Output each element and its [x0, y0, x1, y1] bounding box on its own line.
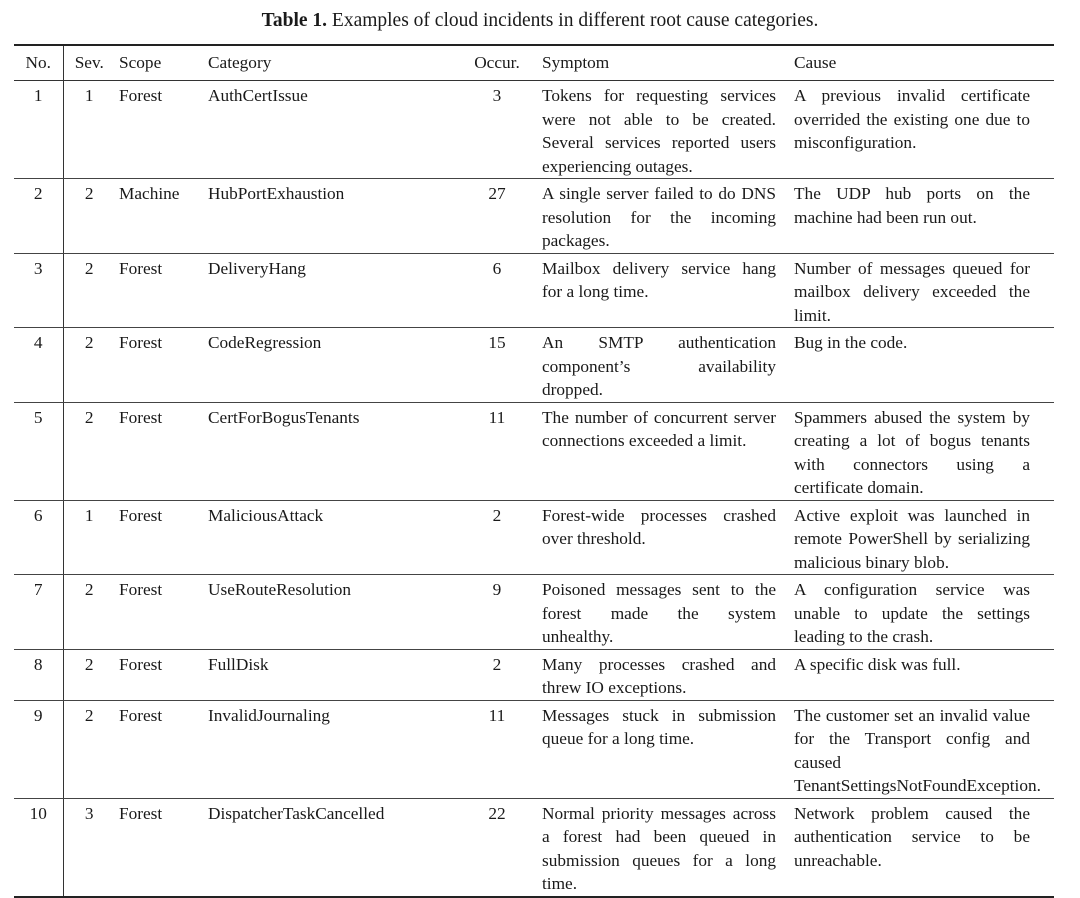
cell-category: DeliveryHang: [204, 253, 456, 328]
cell-symptom: Normal priority messages across a forest had been queued in submission queues for a long time.: [542, 803, 776, 893]
cell-occur: 9: [456, 575, 538, 650]
cell-sev: 2: [63, 700, 115, 798]
cell-cause: The UDP hub ports on the machine had been run out.: [790, 179, 1054, 254]
table-row: [14, 649, 1054, 700]
cell-symptom: An SMTP authentication component’s availability dropped.: [538, 328, 790, 403]
incidents-table: [14, 44, 1054, 898]
cell-cause: Active exploit was launched in remote PowerShell by serializing malicious binary blob.: [790, 500, 1054, 575]
cell-cause: Bug in the code.: [790, 328, 1054, 403]
cell-no: 6: [14, 500, 63, 575]
table-row: [14, 798, 1054, 897]
cell-no: 8: [14, 649, 63, 700]
header-scope: Scope: [115, 45, 204, 81]
cell-symptom: Many processes crashed and threw IO exceptions.: [538, 649, 790, 700]
cell-scope: Forest: [115, 500, 204, 575]
table-row: [14, 253, 1054, 328]
header-category: Category: [204, 45, 456, 81]
cell-scope: Forest: [115, 328, 204, 403]
cell-no: 4: [14, 328, 63, 403]
cell-cause: A configuration service was unable to update the settings leading to the crash.: [790, 575, 1054, 650]
table-caption-label: Table 1.: [261, 10, 328, 31]
cell-scope: Forest: [115, 649, 204, 700]
header-no: No.: [14, 45, 63, 81]
cell-sev: 2: [63, 328, 115, 403]
cell-no: 3: [14, 253, 63, 328]
cell-category: CodeRegression: [204, 328, 456, 403]
cell-category: HubPortExhaustion: [204, 179, 456, 254]
cell-occur: 22: [488, 803, 506, 823]
cell-sev: 2: [63, 575, 115, 650]
cell-scope: Forest: [115, 575, 204, 650]
table-row: [14, 575, 1054, 650]
cell-scope: Forest: [115, 81, 204, 179]
cell-symptom: Forest-wide processes crashed over threshold.: [538, 500, 790, 575]
cell-category: UseRouteResolution: [204, 575, 456, 650]
cell-category: MaliciousAttack: [204, 500, 456, 575]
cell-cause: Spammers abused the system by creating a lot of bogus tenants with connectors using a certificate domain.: [790, 402, 1054, 500]
header-cause: Cause: [790, 45, 1054, 81]
header-symptom: Symptom: [538, 45, 790, 81]
cell-sev: 2: [63, 179, 115, 254]
cell-scope: Forest: [115, 700, 204, 798]
cell-scope: Forest: [115, 402, 204, 500]
cell-occur: 27: [456, 179, 538, 254]
header-occur: Occur.: [456, 45, 538, 81]
table-caption-text: Examples of cloud incidents in different root cause categories.: [331, 10, 819, 31]
table-row: [14, 500, 1054, 575]
cell-scope: Forest: [119, 803, 163, 823]
header-sev: Sev.: [63, 45, 115, 81]
cell-symptom: Mailbox delivery service hang for a long time.: [538, 253, 790, 328]
cell-occur: 3: [456, 81, 538, 179]
cell-symptom: The number of concurrent server connections exceeded a limit.: [538, 402, 790, 500]
cell-occur: 11: [456, 402, 538, 500]
cell-sev: 3: [84, 803, 94, 823]
cell-sev: 2: [63, 402, 115, 500]
cell-no: 5: [14, 402, 63, 500]
cell-occur: 2: [456, 500, 538, 575]
table-row: [14, 402, 1054, 500]
cell-no: 7: [14, 575, 63, 650]
table-caption: [0, 8, 1080, 34]
cell-symptom: Tokens for requesting services were not able to be created. Several services reported users experiencing outages.: [538, 81, 790, 179]
cell-sev: 1: [63, 81, 115, 179]
cell-occur: 2: [456, 649, 538, 700]
cell-no: 10: [14, 798, 63, 897]
cell-cause: Network problem caused the authentication service to be unreachable.: [794, 803, 1030, 870]
cell-cause: A previous invalid certificate overrided the existing one due to misconfiguration.: [790, 81, 1054, 179]
cell-occur: 6: [456, 253, 538, 328]
cell-category: AuthCertIssue: [204, 81, 456, 179]
cell-sev: 1: [63, 500, 115, 575]
cell-category: FullDisk: [204, 649, 456, 700]
table-row: [14, 179, 1054, 254]
cell-category: CertForBogusTenants: [204, 402, 456, 500]
cell-no: 1: [14, 81, 63, 179]
cell-cause: Number of messages queued for mailbox delivery exceeded the limit.: [790, 253, 1054, 328]
cell-sev: 2: [63, 253, 115, 328]
cell-scope: Machine: [115, 179, 204, 254]
table-row: [14, 81, 1054, 179]
cell-scope: Forest: [115, 253, 204, 328]
cell-sev: 2: [63, 649, 115, 700]
cell-cause: A specific disk was full.: [790, 649, 1054, 700]
cell-symptom: A single server failed to do DNS resolution for the incoming packages.: [538, 179, 790, 254]
cell-occur: 11: [456, 700, 538, 798]
cell-cause: The customer set an invalid value for the Transport config and caused TenantSettingsNotFoundException.: [790, 700, 1054, 798]
cell-symptom: Poisoned messages sent to the forest made the system unhealthy.: [538, 575, 790, 650]
cell-no: 9: [14, 700, 63, 798]
cell-occur: 15: [456, 328, 538, 403]
table-row: [14, 700, 1054, 798]
table-header-row: [14, 45, 1054, 81]
cell-category: InvalidJournaling: [204, 700, 456, 798]
table-row: [14, 328, 1054, 403]
cell-symptom: Messages stuck in submission queue for a long time.: [538, 700, 790, 798]
cell-no: 2: [14, 179, 63, 254]
cell-category: DispatcherTaskCancelled: [208, 803, 385, 823]
